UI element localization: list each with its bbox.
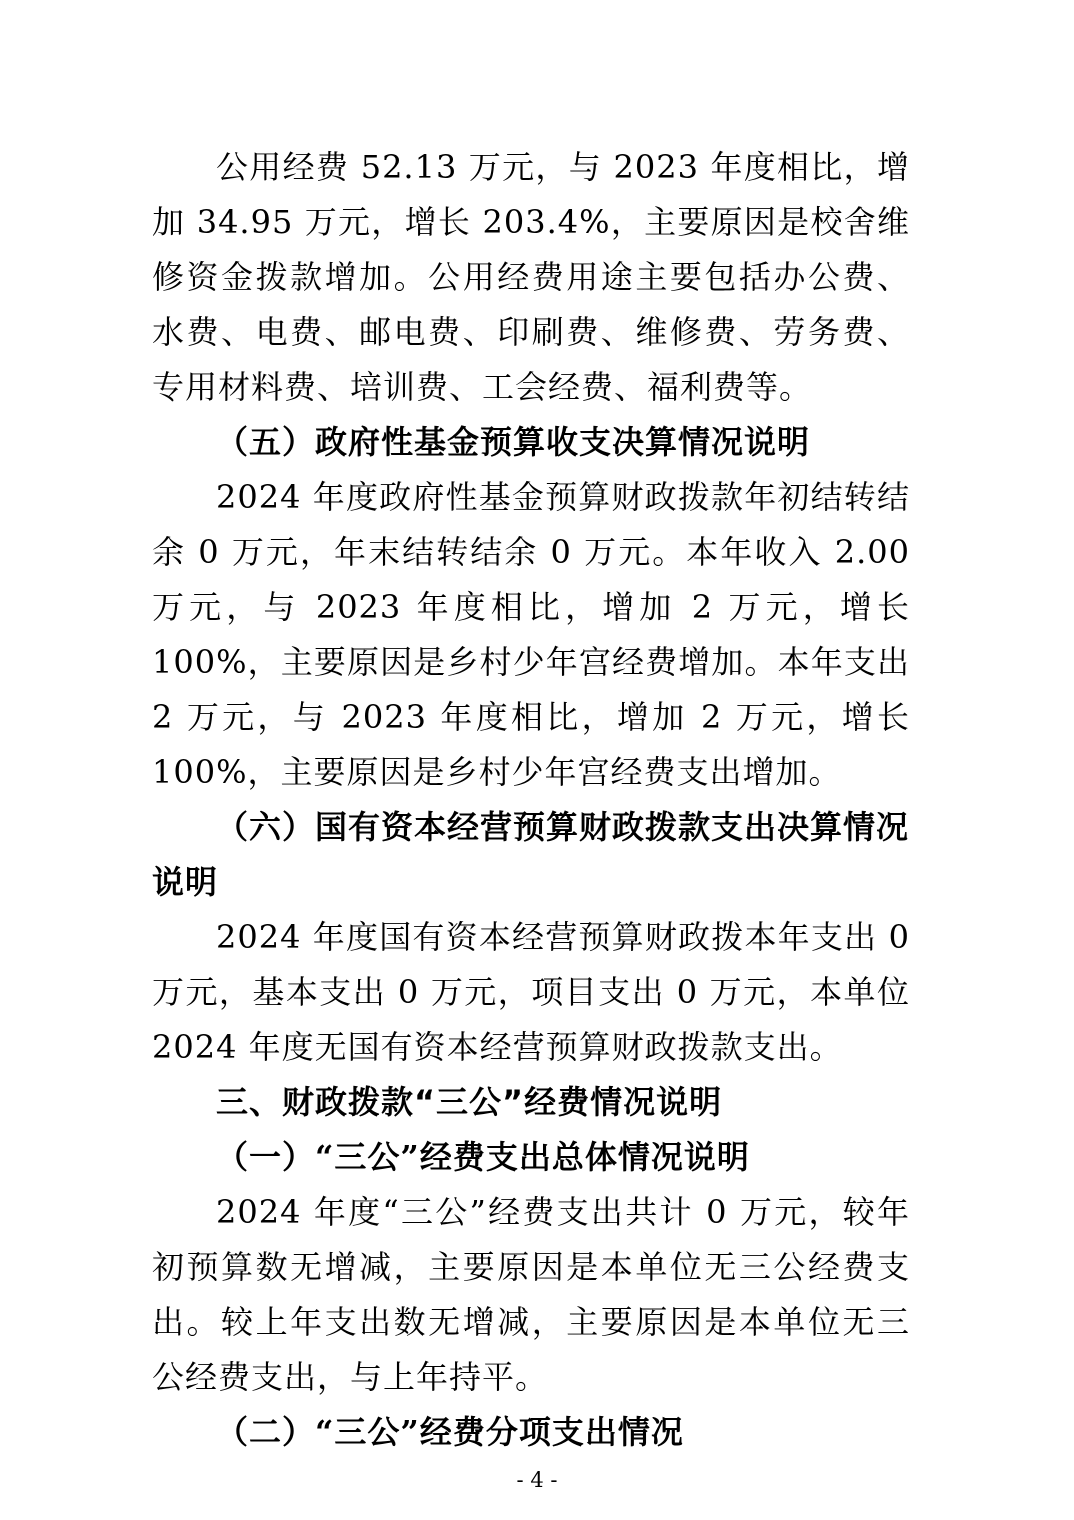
heading-section-6-state-capital-budget: （六）国有资本经营预算财政拨款支出决算情况说明 [152, 808, 910, 901]
document-body [152, 140, 910, 1460]
page-number: - 4 - [516, 1468, 558, 1492]
paragraph-three-public-overall-detail: 2024 年度“三公”经费支出共计 0 万元，较年初预算数无增减，主要原因是本单位无三公经费支出。较上年支出数无增减，主要原因是本单位无三公经费支出，与上年持平。 [152, 1193, 910, 1396]
paragraph-state-capital-budget-detail: 2024 年度国有资本经营预算财政拨本年支出 0 万元，基本支出 0 万元，项目支出 0 万元，本单位 2024 年度无国有资本经营预算财政拨款支出。 [152, 918, 910, 1066]
paragraph-public-expense-overview: 公用经费 52.13 万元，与 2023 年度相比，增加 34.95 万元，增长 203.4%，主要原因是校舍维修资金拨款增加。公用经费用途主要包括办公费、水费、电费、邮电费、印刷费、维修费、劳务费、专用材料费、培训费、工会经费、福利费等。 [152, 148, 910, 406]
heading-section-5-government-fund-budget: （五）政府性基金预算收支决算情况说明 [216, 423, 811, 461]
heading-section-1-three-public-overall: （一）“三公”经费支出总体情况说明 [216, 1138, 750, 1176]
heading-section-2-three-public-itemized: （二）“三公”经费分项支出情况 [216, 1413, 684, 1451]
heading-chapter-3-three-public-expenses: 三、财政拨款“三公”经费情况说明 [216, 1083, 723, 1121]
paragraph-government-fund-budget-detail: 2024 年度政府性基金预算财政拨款年初结转结余 0 万元，年末结转结余 0 万元。本年收入 2.00 万元，与 2023 年度相比，增加 2 万元，增长 100%，主要原因是乡村少年宫经费增加。本年支出 2 万元，与 2023 年度相比，增加 2 万元，增长 100%，主要原因是乡村少年宫经费支出增加。 [152, 478, 910, 791]
